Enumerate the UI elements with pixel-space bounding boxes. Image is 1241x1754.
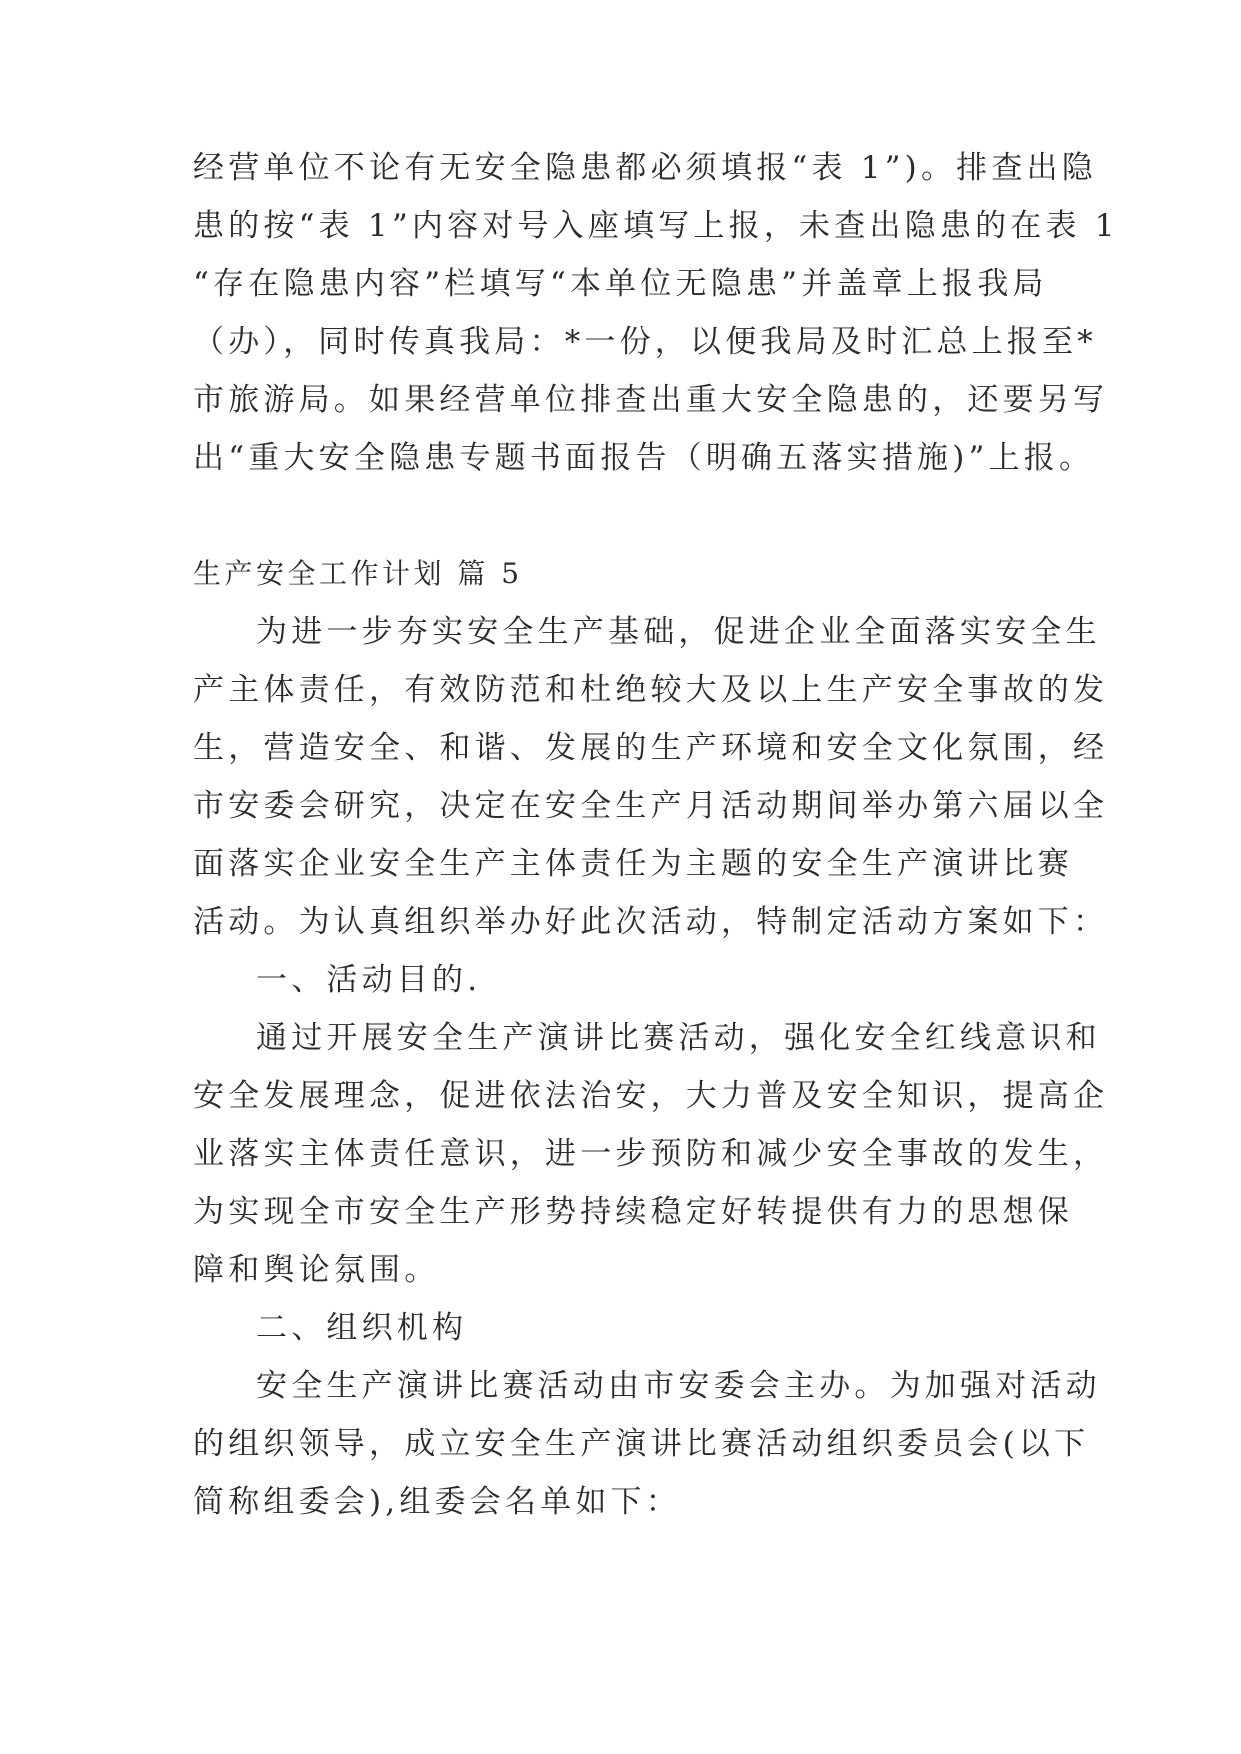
intro-line-2: 产主体责任，有效防范和杜绝较大及以上生产安全事故的发 bbox=[193, 672, 1109, 708]
intro-line-1: 为进一步夯实安全生产基础，促进企业全面落实安全生 bbox=[256, 614, 1101, 650]
continuation-line-1: 经营单位不论有无安全隐患都必须填报“表 1”)。排查出隐 bbox=[193, 150, 1097, 186]
purpose-line-2: 安全发展理念，促进依法治安，大力普及安全知识，提高企 bbox=[193, 1078, 1109, 1114]
purpose-line-3: 业落实主体责任意识，进一步预防和减少安全事故的发生， bbox=[193, 1136, 1109, 1172]
continuation-line-2: 患的按“表 1”内容对号入座填写上报，未查出隐患的在表 1 bbox=[193, 208, 1119, 244]
org-line-2: 的组织领导，成立安全生产演讲比赛活动组织委员会(以下 bbox=[193, 1426, 1090, 1462]
continuation-line-6: 出“重大安全隐患专题书面报告（明确五落实措施)”上报。 bbox=[193, 440, 1095, 476]
purpose-line-4: 为实现全市安全生产形势持续稳定好转提供有力的思想保 bbox=[193, 1194, 1073, 1230]
org-line-1: 安全生产演讲比赛活动由市安委会主办。为加强对活动 bbox=[256, 1368, 1101, 1404]
continuation-line-4: （办），同时传真我局：*一份，以便我局及时汇总上报至* bbox=[193, 324, 1097, 360]
section-title: 生产安全工作计划 篇 5 bbox=[193, 557, 523, 590]
intro-line-4: 市安委会研究，决定在安全生产月活动期间举办第六届以全 bbox=[193, 788, 1109, 824]
purpose-line-5: 障和舆论氛围。 bbox=[193, 1252, 440, 1288]
intro-line-3: 生，营造安全、和谐、发展的生产环境和安全文化氛围，经 bbox=[193, 730, 1109, 766]
intro-line-6: 活动。为认真组织举办好此次活动，特制定活动方案如下： bbox=[193, 904, 1109, 940]
heading-organization: 二、组织机构 bbox=[256, 1310, 468, 1346]
intro-line-5: 面落实企业安全生产主体责任为主题的安全生产演讲比赛 bbox=[193, 846, 1073, 882]
continuation-line-3: “存在隐患内容”栏填写“本单位无隐患”并盖章上报我局 bbox=[193, 266, 1048, 302]
continuation-line-5: 市旅游局。如果经营单位排查出重大安全隐患的，还要另写 bbox=[193, 382, 1109, 418]
purpose-line-1: 通过开展安全生产演讲比赛活动，强化安全红线意识和 bbox=[256, 1020, 1101, 1056]
heading-purpose: 一、活动目的. bbox=[256, 962, 482, 998]
org-line-3: 简称组委会),组委会名单如下： bbox=[193, 1484, 681, 1520]
